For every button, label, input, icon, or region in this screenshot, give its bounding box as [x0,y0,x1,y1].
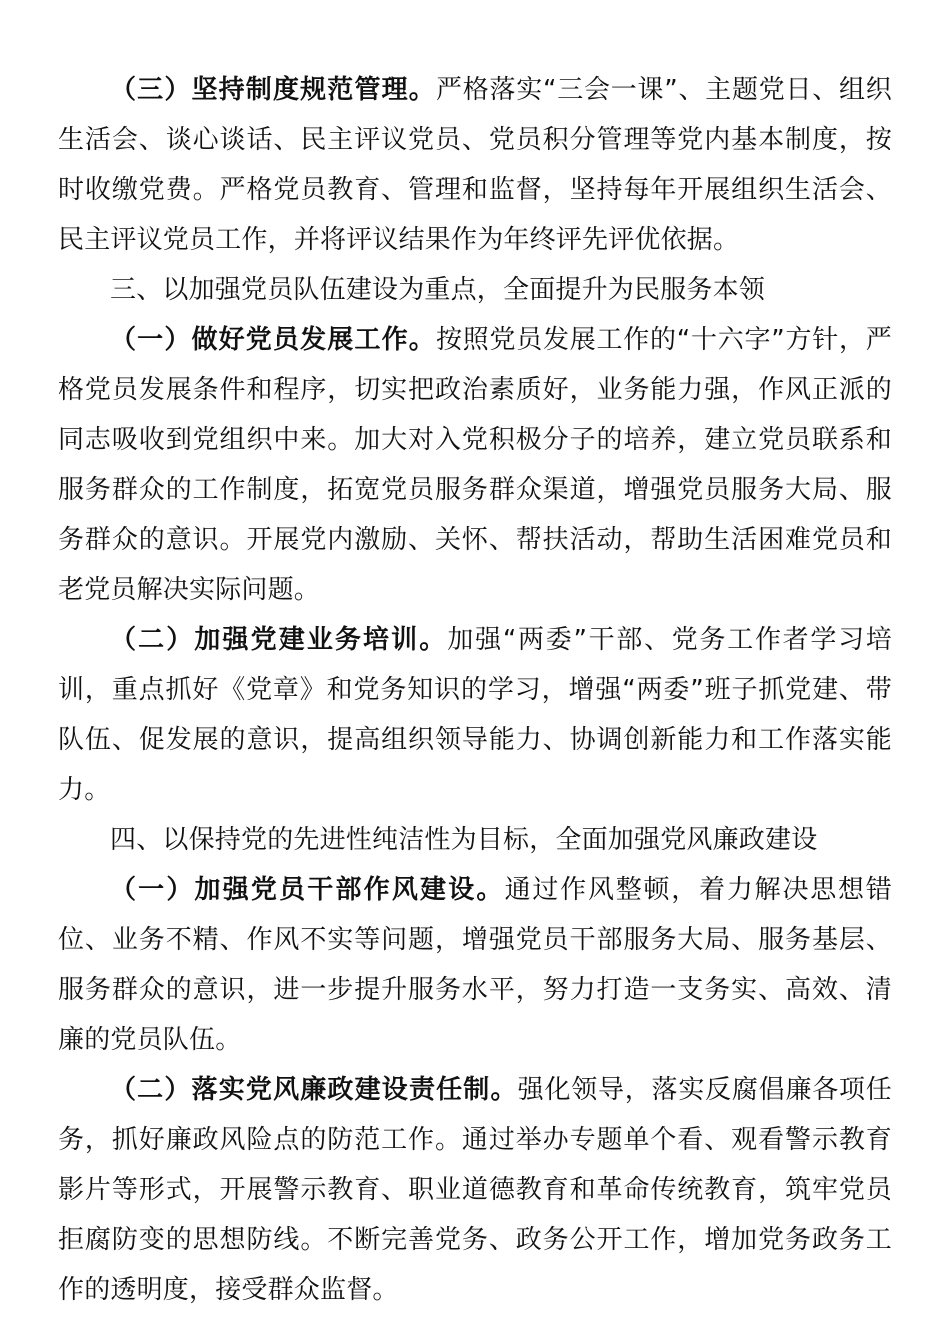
paragraph-lead: （一）加强党员干部作风建设。 [110,875,505,905]
section-heading-four: 四、以保持党的先进性纯洁性为目标，全面加强党风廉政建设 [110,825,818,855]
paragraph-lead: （一）做好党员发展工作。 [110,325,436,355]
paragraph-member-development [58,315,892,615]
paragraph-lead: （二）加强党建业务培训。 [110,625,448,655]
paragraph-body: 按照党员发展工作的“十六字”方针，严格党员发展条件和程序，切实把政治素质好，业务能力强，作风正派的同志吸收到党组织中来。加大对入党积极分子的培养，建立党员联系和服务群众的工作制度，拓宽党员服务群众渠道，增强党员服务大局、服务群众的意识。开展党内激励、关怀、帮扶活动，帮助生活困难党员和老党员解决实际问题。 [58,325,893,605]
section-heading-three: 三、以加强党员队伍建设为重点，全面提升为民服务本领 [110,275,766,305]
paragraph-lead: （二）落实党风廉政建设责任制。 [110,1075,518,1105]
paragraph-work-style [58,865,892,1065]
paragraph-integrity-responsibility [58,1065,892,1315]
paragraph-body: 通过作风整顿，着力解决思想错位、业务不精、作风不实等问题，增强党员干部服务大局、服务基层、服务群众的意识，进一步提升服务水平，努力打造一支务实、高效、清廉的党员队伍。 [58,875,892,1055]
document-page [58,65,892,1315]
paragraph-body: 严格落实“三会一课”、主题党日、组织生活会、谈心谈话、民主评议党员、党员积分管理等党内基本制度，按时收缴党费。严格党员教育、管理和监督，坚持每年开展组织生活会、民主评议党员工作，并将评议结果作为年终评先评优依据。 [58,75,893,255]
paragraph-body: 强化领导，落实反腐倡廉各项任务，抓好廉政风险点的防范工作。通过举办专题单个看、观看警示教育影片等形式，开展警示教育、职业道德教育和革命传统教育，筑牢党员拒腐防变的思想防线。不断完善党务、政务公开工作，增加党务政务工作的透明度，接受群众监督。 [58,1075,892,1305]
paragraph-party-training [58,615,892,815]
paragraph-institutional-management [58,65,892,265]
paragraph-body: 加强“两委”干部、党务工作者学习培训，重点抓好《党章》和党务知识的学习，增强“两委”班子抓党建、带队伍、促发展的意识，提高组织领导能力、协调创新能力和工作落实能力。 [58,625,893,805]
paragraph-lead: （三）坚持制度规范管理。 [110,75,436,105]
